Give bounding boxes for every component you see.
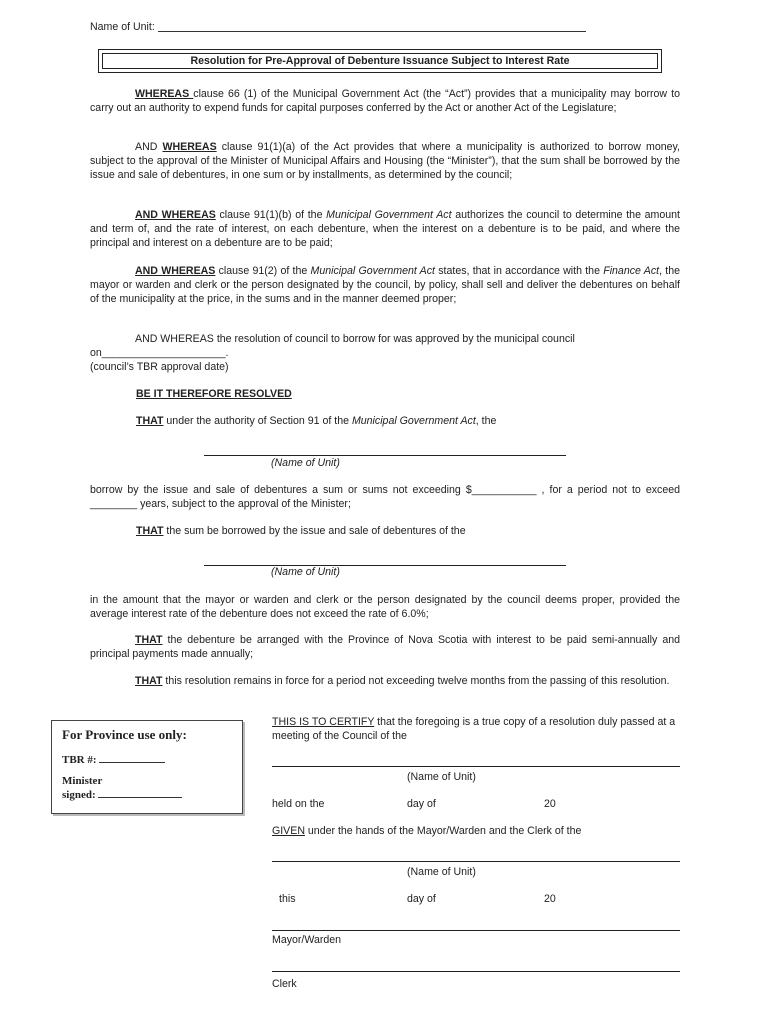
that-clause-3: THAT the debenture be arranged with the Province of Nova Scotia with interest to be paid semi-annually and principal payments made annually; [90, 634, 680, 660]
name-of-unit-caption-1: (Name of Unit) [271, 457, 340, 469]
approval-date-note: (council’s TBR approval date) [90, 361, 229, 373]
that-clause-1: THAT under the authority of Section 91 of the Municipal Government Act, the [136, 415, 497, 427]
held-on-label: held on the [272, 798, 325, 810]
name-of-unit-caption-2: (Name of Unit) [271, 566, 340, 578]
that-clause-4: THAT this resolution remains in force for a period not exceeding twelve months from the passing of this resolution. [135, 675, 670, 687]
name-of-unit-field[interactable] [158, 20, 586, 32]
name-of-unit-line-2[interactable] [204, 565, 566, 566]
certify-name-line-2[interactable] [272, 861, 680, 862]
approval-date-field[interactable]: _____________________. [101, 347, 229, 359]
whereas-lead: WHEREAS [135, 88, 194, 100]
approval-date-line: on_____________________. [90, 347, 229, 359]
resolved-heading: BE IT THEREFORE RESOLVED [136, 388, 292, 400]
document-title: Resolution for Pre-Approval of Debenture Issuance Subject to Interest Rate [190, 55, 570, 67]
borrow-paragraph: borrow by the issue and sale of debentures a sum or sums not exceeding $___________ , for a period not to exceed ________ years, subject to the approval of the Minister; [90, 484, 680, 510]
certify-text: THIS IS TO CERTIFY that the foregoing is a true copy of a resolution duly passed at a meeting of the Council of the [272, 716, 676, 742]
name-of-unit-header [90, 20, 586, 34]
amount-paragraph: in the amount that the mayor or warden and clerk or the person designated by the council deems proper, provided the average interest rate of the debenture does not exceed the rate of 6.0%; [90, 594, 680, 620]
certify-name-line-1[interactable] [272, 766, 680, 767]
minister-label: Minister [62, 775, 103, 787]
whereas-paragraph-2: AND WHEREAS clause 91(1)(a) of the Act provides that where a municipality is authorized to borrow money, subject to the approval of the Minister of Municipal Affairs and Housing (the “Minister”), that the sum shall be borrowed by the issue and sale of debentures, in one sum or by installments, as determined by the council; [90, 141, 681, 181]
minister-signed-field[interactable] [98, 787, 182, 798]
whereas-paragraph-5: AND WHEREAS the resolution of council to borrow for was approved by the municipal council [135, 333, 575, 345]
that-clause-2: THAT the sum be borrowed by the issue and sale of debentures of the [136, 525, 466, 537]
day-of-label-2: day of [407, 893, 436, 905]
province-box-title: For Province use only: [62, 727, 187, 742]
name-of-unit-line-1[interactable] [204, 455, 566, 456]
name-of-unit-label: Name of Unit: [90, 21, 155, 33]
year-label-2: 20 [544, 893, 556, 905]
this-label: this [279, 893, 296, 905]
signed-row: signed: [62, 787, 182, 801]
clerk-label: Clerk [272, 978, 297, 990]
clerk-signature-line[interactable] [272, 971, 680, 972]
whereas-paragraph-1: WHEREAS clause 66 (1) of the Municipal Government Act (the “Act”) provides that a municipality may borrow to carry out an authority to expend funds for capital purposes conferred by the Act or another Act of the Legislature; [90, 88, 681, 114]
title-box [98, 49, 662, 73]
given-text: GIVEN under the hands of the Mayor/Warden and the Clerk of the [272, 825, 582, 837]
certify-name-caption-1: (Name of Unit) [407, 771, 476, 783]
tbr-row: TBR #: [62, 752, 165, 766]
whereas-paragraph-3: AND WHEREAS clause 91(1)(b) of the Municipal Government Act authorizes the council to determine the amount and term of, and the rate of interest, on each debenture, when the interest on a debenture is to be paid, and where the principal and interest on a debenture are to be paid; [90, 209, 680, 249]
mayor-warden-label: Mayor/Warden [272, 934, 342, 946]
day-of-label-1: day of [407, 798, 436, 810]
whereas-paragraph-4: AND WHEREAS clause 91(2) of the Municipal Government Act states, that in accordance with the Finance Act, the mayor or warden and clerk or the person designated by the council, by policy, shall sell and deliver the debentures on behalf of the municipality at the price, in the sums and in the manner deemed proper; [90, 265, 680, 305]
province-use-box [51, 720, 243, 814]
year-label-1: 20 [544, 798, 556, 810]
certify-name-caption-2: (Name of Unit) [407, 866, 476, 878]
mayor-signature-line[interactable] [272, 930, 680, 931]
tbr-field[interactable] [99, 752, 165, 763]
